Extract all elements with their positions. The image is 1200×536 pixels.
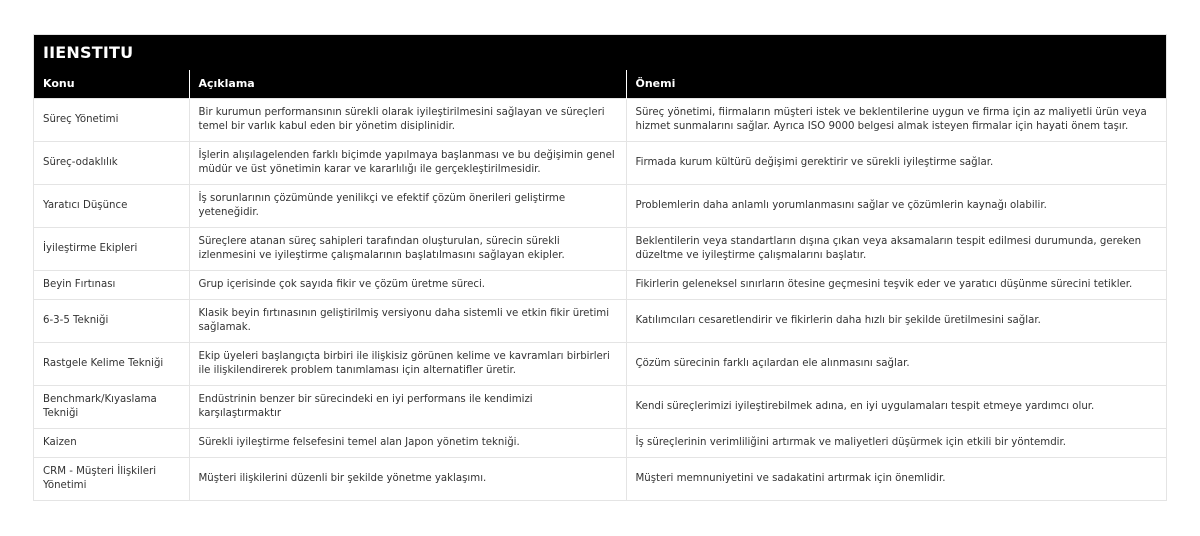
cell-konu: İyileştirme Ekipleri <box>34 227 189 270</box>
cell-onemi: Problemlerin daha anlamlı yorumlanmasını sağlar ve çözümlerin kaynağı olabilir. <box>626 184 1166 227</box>
cell-aciklama: Endüstrinin benzer bir sürecindeki en iyi performans ile kendimizi karşılaştırmaktır <box>189 385 626 428</box>
cell-konu: Beyin Fırtınası <box>34 270 189 299</box>
table-row <box>34 141 1166 184</box>
content-table-card <box>33 34 1167 501</box>
cell-konu: Yaratıcı Düşünce <box>34 184 189 227</box>
cell-onemi: Müşteri memnuniyetini ve sadakatini artırmak için önemlidir. <box>626 457 1166 500</box>
brand-logo-text: IIENSTITU <box>43 43 134 62</box>
cell-aciklama: Klasik beyin fırtınasının geliştirilmiş versiyonu daha sistemli ve etkin fikir üretimi sağlamak. <box>189 299 626 342</box>
table-row <box>34 98 1166 141</box>
cell-onemi: Çözüm sürecinin farklı açılardan ele alınmasını sağlar. <box>626 342 1166 385</box>
cell-onemi: Beklentilerin veya standartların dışına çıkan veya aksamaların tespit edilmesi durumunda, gereken düzeltme ve iyileştirme çalışmalarını başlatır. <box>626 227 1166 270</box>
cell-konu: Süreç-odaklılık <box>34 141 189 184</box>
cell-konu: Benchmark/Kıyaslama Tekniği <box>34 385 189 428</box>
cell-aciklama: Süreçlere atanan süreç sahipleri tarafından oluşturulan, sürecin sürekli izlenmesini ve iyileştirme çalışmalarının başlatılmasını sağlayan ekipler. <box>189 227 626 270</box>
table-header-row <box>34 70 1166 98</box>
cell-onemi: Kendi süreçlerimizi iyileştirebilmek adına, en iyi uygulamaları tespit etmeye yardımcı olur. <box>626 385 1166 428</box>
table-row <box>34 184 1166 227</box>
cell-konu: 6-3-5 Tekniği <box>34 299 189 342</box>
cell-aciklama: Müşteri ilişkilerini düzenli bir şekilde yönetme yaklaşımı. <box>189 457 626 500</box>
table-row <box>34 385 1166 428</box>
table-row <box>34 457 1166 500</box>
cell-aciklama: Ekip üyeleri başlangıçta birbiri ile ilişkisiz görünen kelime ve kavramları birbirleri ile ilişkilendirerek problem tanımlaması için alternatifler üretir. <box>189 342 626 385</box>
cell-konu: Kaizen <box>34 428 189 457</box>
cell-onemi: Firmada kurum kültürü değişimi gerektirir ve sürekli iyileştirme sağlar. <box>626 141 1166 184</box>
cell-aciklama: Grup içerisinde çok sayıda fikir ve çözüm üretme süreci. <box>189 270 626 299</box>
column-header-konu: Konu <box>34 70 189 98</box>
cell-onemi: Süreç yönetimi, fiirmaların müşteri istek ve beklentilerine uygun ve firma için az maliyetli ürün veya hizmet sunmalarını sağlar. Ayrıca ISO 9000 belgesi almak isteyen firmalar için hayati önem taşır. <box>626 98 1166 141</box>
table-row <box>34 428 1166 457</box>
topics-table <box>34 70 1166 500</box>
table-row <box>34 270 1166 299</box>
cell-aciklama: Sürekli iyileştirme felsefesini temel alan Japon yönetim tekniği. <box>189 428 626 457</box>
cell-aciklama: İşlerin alışılagelenden farklı biçimde yapılmaya başlanması ve bu değişimin genel müdür ve üst yönetimin karar ve kararlılığı ile gerçekleştirilmesidir. <box>189 141 626 184</box>
table-row <box>34 299 1166 342</box>
cell-aciklama: Bir kurumun performansının sürekli olarak iyileştirilmesini sağlayan ve süreçleri temel bir varlık kabul eden bir yönetim disiplinidir. <box>189 98 626 141</box>
column-header-onemi: Önemi <box>626 70 1166 98</box>
brand-header <box>34 35 1166 70</box>
cell-aciklama: İş sorunlarının çözümünde yenilikçi ve efektif çözüm önerileri geliştirme yeteneğidir. <box>189 184 626 227</box>
cell-onemi: İş süreçlerinin verimliliğini artırmak ve maliyetleri düşürmek için etkili bir yöntemdir. <box>626 428 1166 457</box>
cell-konu: Rastgele Kelime Tekniği <box>34 342 189 385</box>
cell-konu: CRM - Müşteri İlişkileri Yönetimi <box>34 457 189 500</box>
cell-onemi: Katılımcıları cesaretlendirir ve fikirlerin daha hızlı bir şekilde üretilmesini sağlar. <box>626 299 1166 342</box>
cell-onemi: Fikirlerin geleneksel sınırların ötesine geçmesini teşvik eder ve yaratıcı düşünme sürecini tetikler. <box>626 270 1166 299</box>
column-header-aciklama: Açıklama <box>189 70 626 98</box>
cell-konu: Süreç Yönetimi <box>34 98 189 141</box>
table-row <box>34 227 1166 270</box>
table-row <box>34 342 1166 385</box>
